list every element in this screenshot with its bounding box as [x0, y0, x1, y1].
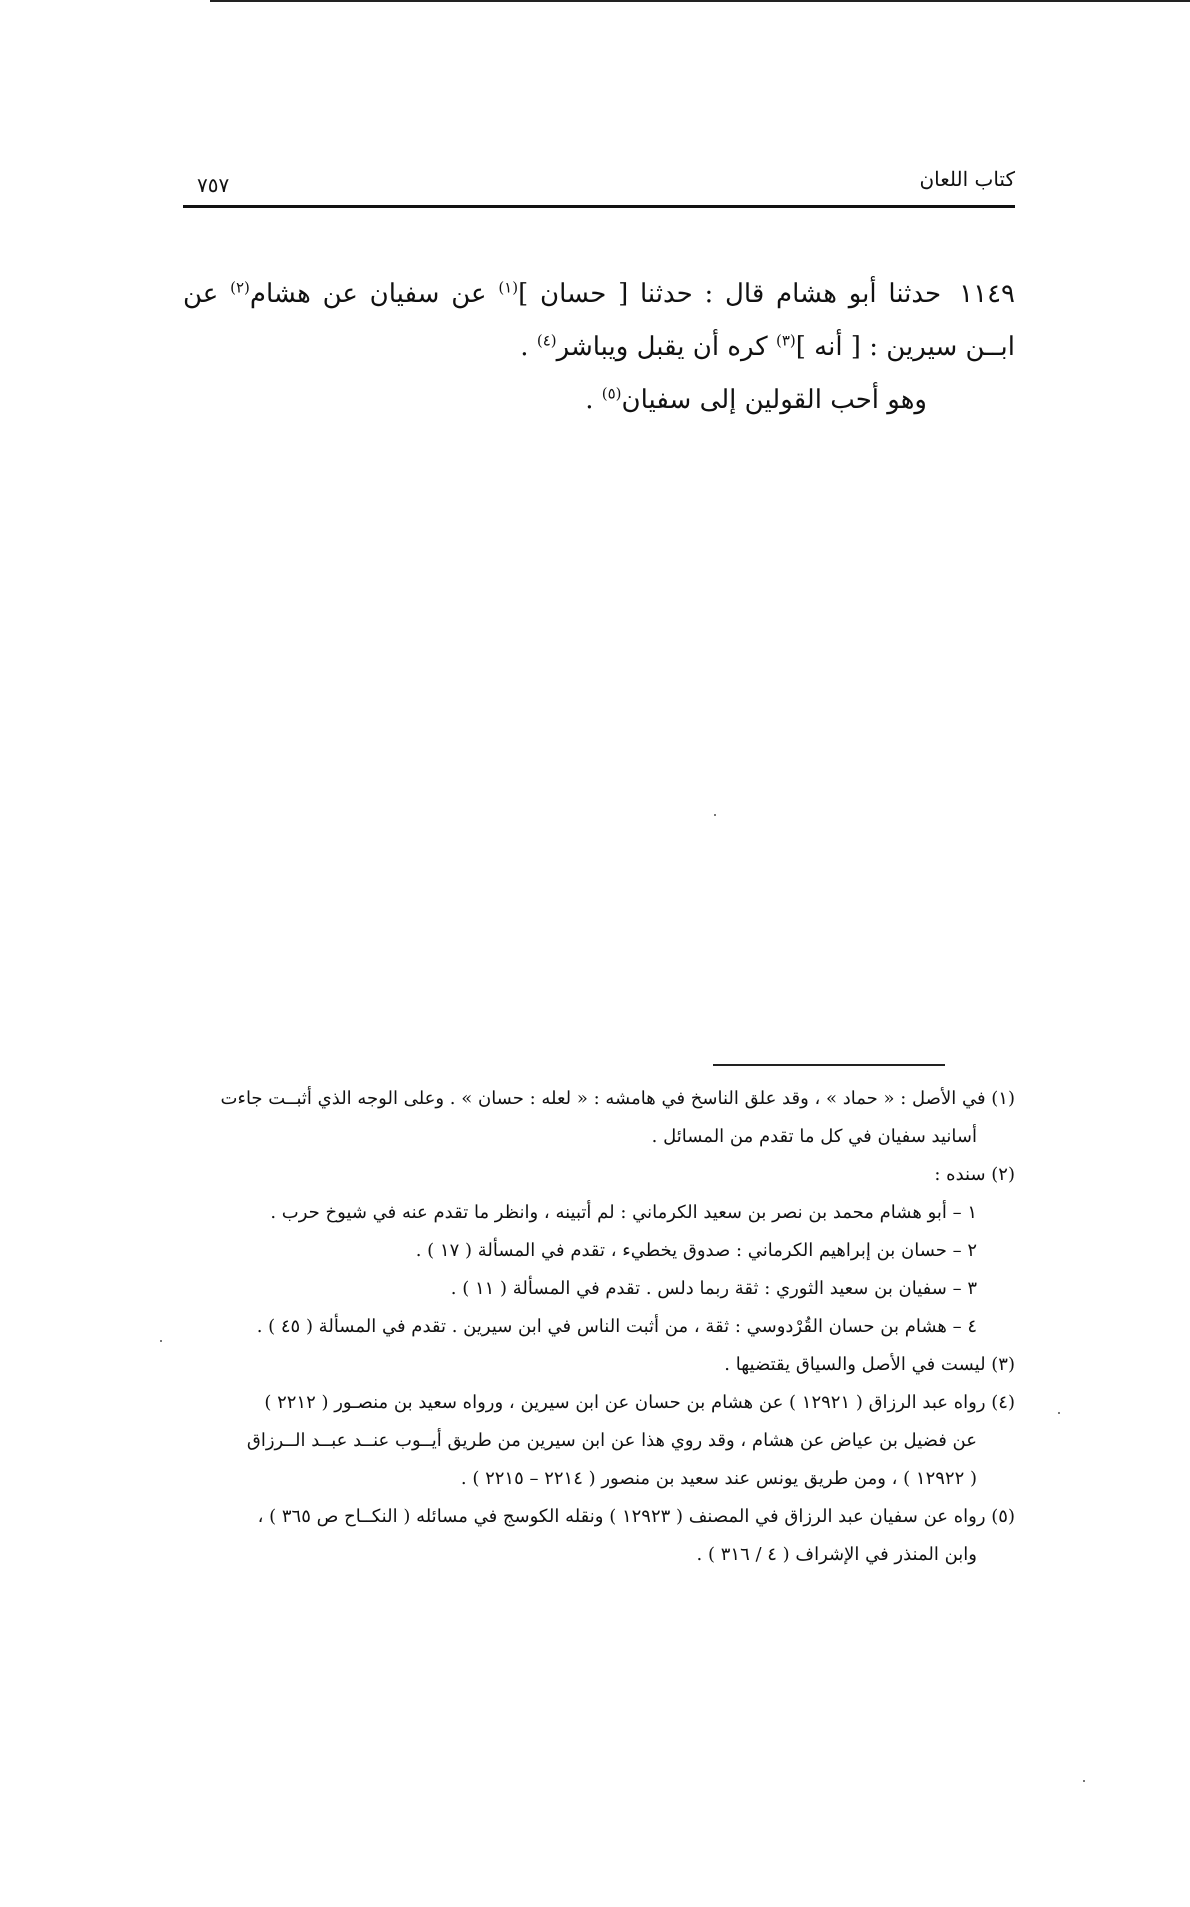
footnote-ref-2: (٢) [230, 278, 250, 297]
footnote-2-item-4: ٤ – هشام بن حسان القُرْدوسي : ثقة ، من أثبت الناس في ابن سيرين . تقدم في المسألة ( ٤٥ ) . [256, 1316, 977, 1337]
scan-speck [160, 1340, 162, 1342]
scan-speck [714, 814, 716, 816]
footnotes [183, 1080, 1015, 1574]
comment-text: . [585, 385, 602, 415]
footnote-2-item-2: ٢ – حسان بن إبراهيم الكرماني : صدوق يخطيء ، تقدم في المسألة ( ١٧ ) . [415, 1240, 977, 1261]
footnote-2-item-3: ٣ – سفيان بن سعيد الثوري : ثقة ربما دلس . تقدم في المسألة ( ١١ ) . [450, 1278, 977, 1299]
narration-text: عن سفيان عن هشام [249, 279, 499, 309]
running-header [183, 165, 1015, 208]
footnote-4-continuation: ( ١٢٩٢٢ ) ، ومن طريق يونس عند سعيد بن منصور ( ٢٢١٤ – ٢٢١٥ ) . [460, 1468, 977, 1489]
footnote-ref-4: (٤) [536, 331, 557, 350]
footnote-3: (٣) ليست في الأصل والسياق يقتضيها . [724, 1354, 1015, 1375]
scan-speck [1058, 1412, 1060, 1414]
narration-text: . [520, 332, 537, 362]
comment-text: وهو أحب القولين إلى سفيان [621, 385, 927, 415]
book-page [183, 0, 1015, 1907]
footnote-ref-5: (٥) [601, 384, 622, 403]
footnote-5: (٥) رواه عن سفيان عبد الرزاق في المصنف ( ١٢٩٢٣ ) ونقله الكوسج في مسائله ( النكــاح ص ٣٦٥ ) ، [257, 1506, 1015, 1527]
footnote-1-continuation: أسانيد سفيان في كل ما تقدم من المسائل . [651, 1126, 977, 1147]
footnote-2-item-1: ١ – أبو هشام محمد بن نصر بن سعيد الكرماني : لم أتبينه ، وانظر ما تقدم عنه في شيوخ حرب . [270, 1202, 977, 1223]
footnote-4: (٤) رواه عبد الرزاق ( ١٢٩٢١ ) عن هشام بن حسان عن ابن سيرين ، ورواه سعيد بن منصـور ( ٢٢١٢ ) [264, 1392, 1015, 1413]
narration-text: كره أن يقبل ويباشر [556, 332, 776, 362]
entry-number: ١١٤٩ [959, 279, 1015, 309]
scan-speck [1083, 1780, 1085, 1782]
hadith-comment [183, 374, 1015, 427]
narration-text: حدثنا أبو هشام قال : حدثنا [ حسان ] [518, 279, 942, 309]
footnote-4-continuation: عن فضيل بن عياض عن هشام ، وقد روي هذا عن ابن سيرين من طريق أيــوب عنــد عبــد الــرزاق [246, 1430, 977, 1451]
main-text [183, 268, 1015, 427]
footnote-1: (١) في الأصل : « حماد » ، وقد علق الناسخ في هامشه : « لعله : حسان » . وعلى الوجه الذي أثبــت جاءت [220, 1088, 1015, 1109]
narration-text: عن ابــن سيرين : [ أنه ] [183, 279, 1015, 362]
hadith-entry [183, 268, 1015, 374]
footnote-ref-1: (١) [498, 278, 519, 297]
footnote-2: (٢) سنده : [934, 1164, 1015, 1185]
page-number: ٧٥٧ [197, 173, 230, 197]
footnote-separator [713, 1064, 945, 1066]
footnote-ref-3: (٣) [775, 331, 796, 350]
chapter-title: كتاب اللعان [919, 167, 1015, 191]
footnote-5-continuation: وابن المنذر في الإشراف ( ٤ / ٣١٦ ) . [696, 1544, 977, 1565]
